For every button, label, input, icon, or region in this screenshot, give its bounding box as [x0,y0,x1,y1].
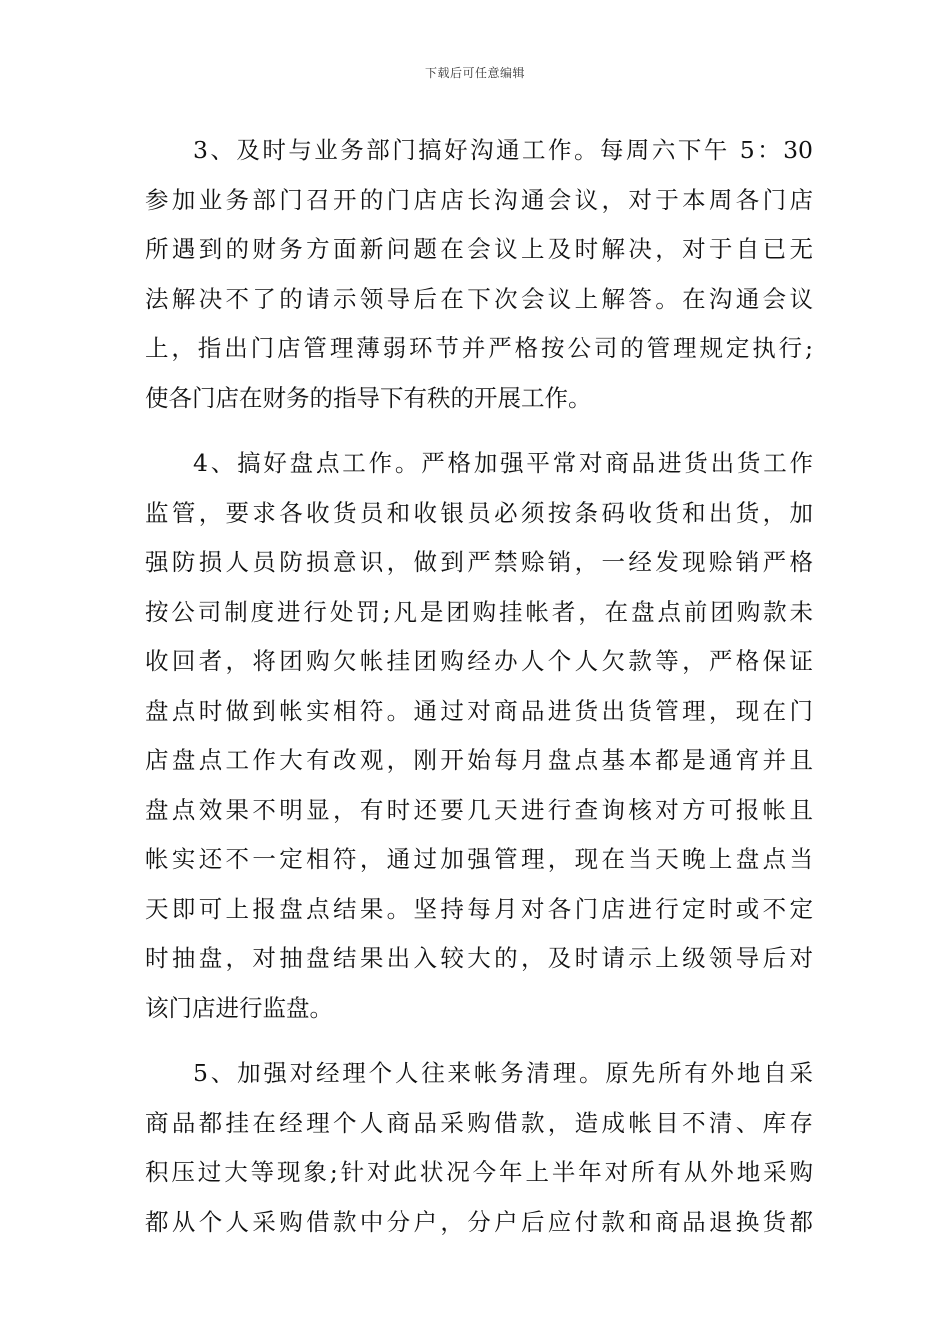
text-line: 按公司制度进行处罚;凡是团购挂帐者，在盘点前团购款未 [145,597,813,626]
paragraph-3 [145,126,813,423]
text-line: 积压过大等现象;针对此状况今年上半年对所有从外地采购 [145,1158,813,1186]
paragraph-4 [145,439,813,1033]
text-line: 4、搞好盘点工作。严格加强平常对商品进货出货工作 [193,449,813,477]
text-line: 3、及时与业务部门搞好沟通工作。每周六下午 5：30 [193,136,813,164]
text-line: 盘点时做到帐实相符。通过对商品进货出货管理，现在门 [145,696,813,725]
text-line: 参加业务部门召开的门店店长沟通会议，对于本周各门店 [145,185,813,214]
paragraph-5 [145,1049,813,1247]
text-line: 所遇到的财务方面新问题在会议上及时解决，对于自已无 [145,235,813,263]
text-line: 天即可上报盘点结果。坚持每月对各门店进行定时或不定 [145,894,813,923]
text-line: 法解决不了的请示领导后在下次会议上解答。在沟通会议 [145,284,813,313]
text-line: 盘点效果不明显，有时还要几天进行查询核对方可报帐且 [145,795,813,824]
text-line: 强防损人员防损意识，做到严禁赊销，一经发现赊销严格 [145,548,813,576]
text-line: 使各门店在财务的指导下有秩的开展工作。 [145,383,592,412]
text-line: 收回者，将团购欠帐挂团购经办人个人欠款等，严格保证 [145,647,813,675]
text-line: 监管，要求各收货员和收银员必须按条码收货和出货，加 [145,498,813,527]
page-header: 下载后可任意编辑 [424,66,525,80]
text-line: 该门店进行监盘。 [145,993,333,1022]
text-line: 店盘点工作大有改观，刚开始每月盘点基本都是通宵并且 [145,746,813,774]
text-line: 帐实还不一定相符，通过加强管理，现在当天晚上盘点当 [145,845,813,873]
text-line: 商品都挂在经理个人商品采购借款，造成帐目不清、库存 [145,1108,813,1137]
document-body [145,126,813,1263]
text-line: 时抽盘，对抽盘结果出入较大的，及时请示上级领导后对 [145,944,813,972]
text-line: 都从个人采购借款中分户，分户后应付款和商品退换货都 [145,1207,813,1236]
text-line: 上，指出门店管理薄弱环节并严格按公司的管理规定执行; [145,334,813,362]
text-line: 5、加强对经理个人往来帐务清理。原先所有外地自采 [193,1059,813,1087]
